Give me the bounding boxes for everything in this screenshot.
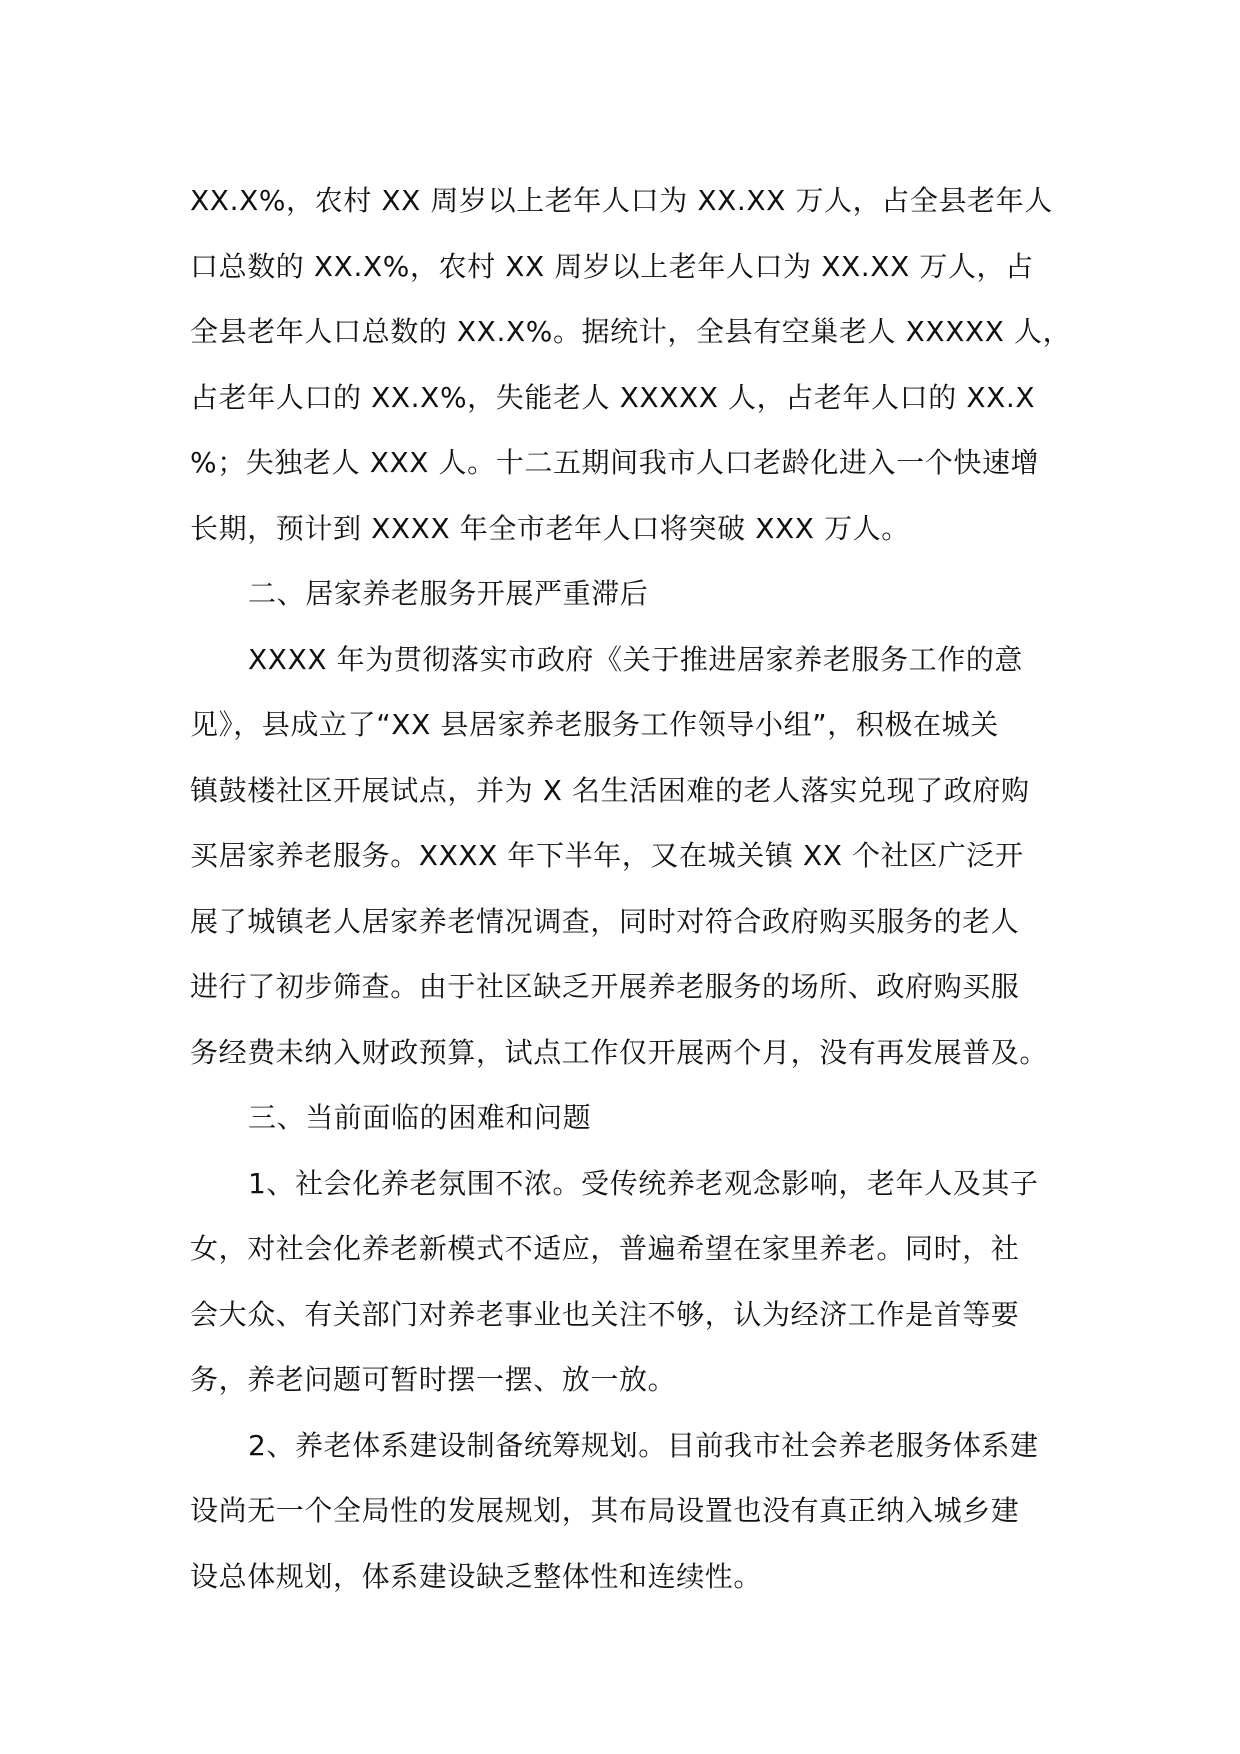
paragraph-line: 占老年人口的 XX.X%，失能老人 XXXXX 人，占老年人口的 XX.X: [190, 380, 1036, 414]
paragraph-line: 务，养老问题可暂时摆一摆、放一放。: [190, 1363, 677, 1396]
document-body: [190, 168, 1074, 1609]
paragraph-line: 1、社会化养老氛围不浓。受传统养老观念影响，老年人及其子: [248, 1166, 1039, 1200]
paragraph-line: 女，对社会化养老新模式不适应，普遍希望在家里养老。同时，社: [190, 1232, 1020, 1265]
paragraph-line: 会大众、有关部门对养老事业也关注不够，认为经济工作是首等要: [190, 1297, 1020, 1331]
paragraph-line: 镇鼓楼社区开展试点，并为 X 名生活困难的老人落实兑现了政府购: [190, 773, 1030, 807]
section-heading: 二、居家养老服务开展严重滞后: [248, 577, 649, 610]
paragraph-line: %；失独老人 XXX 人。十二五期间我市人口老龄化进入一个快速增: [190, 446, 1040, 479]
paragraph-line: 展了城镇老人居家养老情况调查，同时对符合政府购买服务的老人: [190, 904, 1020, 938]
paragraph-line: 设尚无一个全局性的发展规划，其布局设置也没有真正纳入城乡建: [190, 1494, 1020, 1527]
paragraph-line: 买居家养老服务。XXXX 年下半年，又在城关镇 XX 个社区广泛开: [190, 839, 1024, 872]
paragraph-line: 进行了初步筛查。由于社区缺乏开展养老服务的场所、政府购买服: [190, 970, 1020, 1003]
section-heading: 三、当前面临的困难和问题: [248, 1101, 592, 1134]
paragraph-line: 设总体规划，体系建设缺乏整体性和连续性。: [190, 1559, 763, 1593]
paragraph-line: 口总数的 XX.X%，农村 XX 周岁以上老年人口为 XX.XX 万人，占: [190, 249, 1034, 283]
paragraph-line: XX.X%，农村 XX 周岁以上老年人口为 XX.XX 万人，占全县老年人: [190, 184, 1053, 217]
paragraph-line: 2、养老体系建设制备统筹规划。目前我市社会养老服务体系建: [248, 1428, 1039, 1462]
paragraph-line: 见》，县成立了“XX 县居家养老服务工作领导小组”，积极在城关: [190, 708, 999, 741]
paragraph-line: 全县老年人口总数的 XX.X%。据统计，全县有空巢老人 XXXXX 人，: [190, 315, 1072, 348]
paragraph-line: XXXX 年为贯彻落实市政府《关于推进居家养老服务工作的意: [248, 642, 1024, 676]
paragraph-line: 务经费未纳入财政预算，试点工作仅开展两个月，没有再发展普及。: [190, 1035, 1049, 1069]
paragraph-line: 长期，预计到 XXXX 年全市老年人口将突破 XXX 万人。: [190, 511, 910, 545]
